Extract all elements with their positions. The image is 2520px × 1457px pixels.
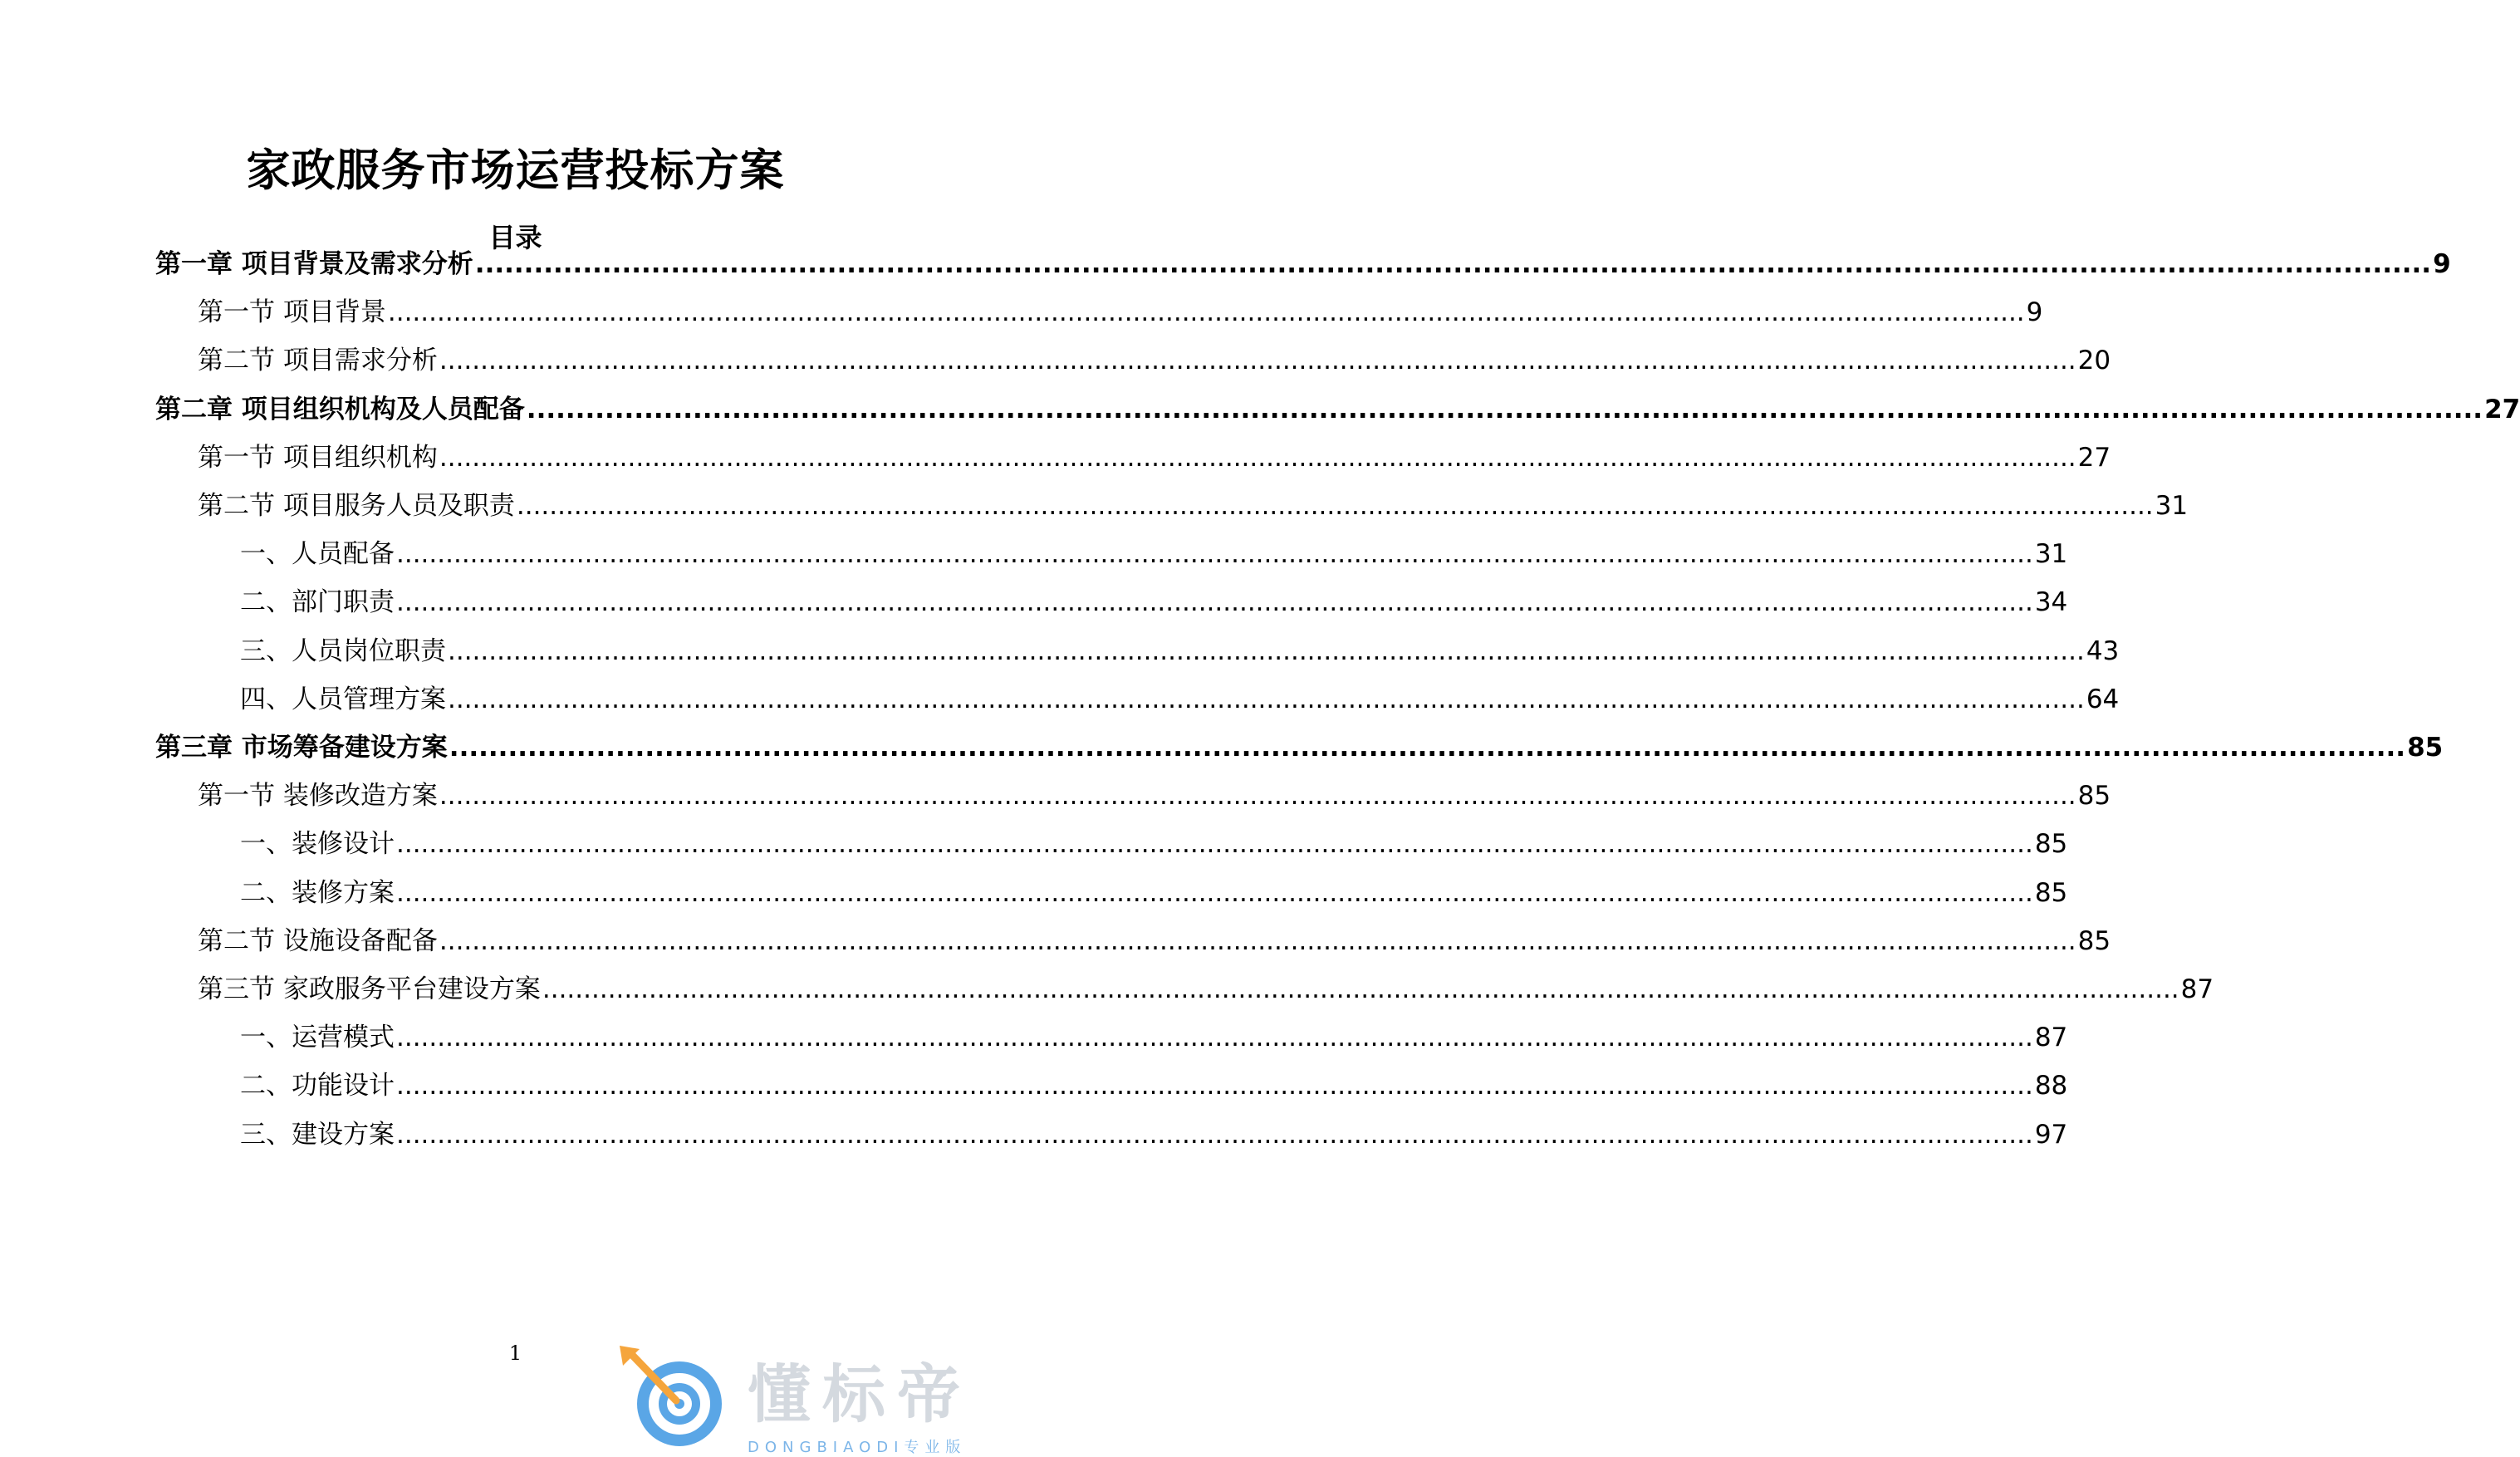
toc-leader-dots: ........................................................................................................................................................................................................ [396, 587, 2033, 617]
toc-leader-dots: ........................................................................................................................................................................................................ [448, 636, 2085, 666]
toc-entry-label: 第二节 设施设备配备 [198, 926, 438, 956]
toc-entry[interactable] [240, 584, 2068, 619]
toc-leader-dots: ........................................................................................................................................................................................................ [387, 297, 2025, 327]
toc-entry-label: 四、人员管理方案 [240, 684, 446, 714]
toc-leader-dots: ........................................................................................................................................................................................................ [396, 1023, 2033, 1052]
toc-leader-dots: ........................................................................................................................................................................................................ [526, 395, 2483, 424]
toc-entry[interactable] [198, 778, 2111, 812]
toc-entry-page: 85 [2034, 878, 2068, 908]
toc-entry-label: 三、建设方案 [240, 1120, 395, 1150]
toc-entry-page: 85 [2407, 733, 2444, 763]
toc-leader-dots: ........................................................................................................................................................................................................ [439, 926, 2076, 956]
toc-entry-page: 31 [2034, 539, 2068, 569]
toc-entry-label: 第二章 项目组织机构及人员配备 [155, 395, 525, 424]
toc-entry[interactable] [198, 294, 2043, 329]
toc-entry[interactable] [155, 729, 2444, 764]
toc-entry-page: 27 [2484, 395, 2520, 424]
watermark-subtitle: DONGBIAODI专业版 [748, 1439, 967, 1456]
document-title: 家政服务市场运营投标方案 [246, 145, 785, 196]
toc-entry[interactable] [198, 971, 2214, 1006]
toc-entry-label: 一、人员配备 [240, 539, 395, 569]
toc-entry-label: 二、部门职责 [240, 587, 395, 617]
toc-entry-page: 31 [2155, 491, 2189, 521]
toc-entry[interactable] [198, 439, 2111, 474]
toc-leader-dots: ........................................................................................................................................................................................................ [396, 1071, 2033, 1101]
toc-entry-label: 第二节 项目需求分析 [198, 346, 438, 375]
toc-entry[interactable] [155, 391, 2520, 426]
toc-leader-dots: ........................................................................................................................................................................................................ [449, 733, 2406, 763]
toc-entry[interactable] [240, 681, 2120, 716]
page-number: 1 [508, 1342, 522, 1365]
toc-entry-page: 88 [2034, 1071, 2068, 1101]
toc-entry-label: 第二节 项目服务人员及职责 [198, 491, 515, 521]
toc-entry[interactable] [240, 826, 2068, 861]
toc-entry-page: 87 [2034, 1023, 2068, 1052]
toc-heading: 目录 [488, 222, 542, 253]
toc-leader-dots: ........................................................................................................................................................................................................ [542, 974, 2179, 1004]
target-arrow-icon [615, 1344, 731, 1457]
toc-entry-page: 85 [2034, 829, 2068, 859]
toc-entry-page: 85 [2077, 926, 2111, 956]
toc-leader-dots: ........................................................................................................................................................................................................ [516, 491, 2154, 521]
toc-leader-dots: ........................................................................................................................................................................................................ [396, 539, 2033, 569]
watermark [615, 1344, 1005, 1457]
toc-entry[interactable] [240, 1019, 2068, 1054]
toc-entry-page: 34 [2034, 587, 2068, 617]
toc-entry-page: 97 [2034, 1120, 2068, 1150]
toc-entry[interactable] [198, 488, 2189, 522]
toc-entry-label: 第三节 家政服务平台建设方案 [198, 974, 541, 1004]
toc-entry-label: 第一节 项目背景 [198, 297, 386, 327]
toc-leader-dots: ........................................................................................................................................................................................................ [396, 1120, 2033, 1150]
toc-leader-dots: ........................................................................................................................................................................................................ [439, 346, 2076, 375]
toc-entry[interactable] [240, 633, 2120, 668]
toc-entry-page: 27 [2077, 443, 2111, 473]
toc-entry-page: 9 [2026, 297, 2043, 327]
toc-entry-page: 9 [2433, 249, 2451, 279]
toc-entry-label: 第一章 项目背景及需求分析 [155, 249, 473, 279]
toc-entry[interactable] [198, 342, 2111, 377]
toc-leader-dots: ........................................................................................................................................................................................................ [474, 249, 2432, 279]
toc-entry-page: 20 [2077, 346, 2111, 375]
toc-entry[interactable] [240, 536, 2068, 571]
toc-entry[interactable] [155, 246, 2451, 281]
toc-entry-page: 87 [2180, 974, 2214, 1004]
toc-entry-label: 二、功能设计 [240, 1071, 395, 1101]
toc-entry-page: 43 [2086, 636, 2120, 666]
toc-leader-dots: ........................................................................................................................................................................................................ [439, 443, 2076, 473]
toc-leader-dots: ........................................................................................................................................................................................................ [439, 781, 2076, 811]
watermark-brand: 懂标帝 [748, 1357, 972, 1431]
toc-entry-page: 85 [2077, 781, 2111, 811]
toc-entry[interactable] [240, 875, 2068, 910]
toc-entry-label: 一、装修设计 [240, 829, 395, 859]
toc-leader-dots: ........................................................................................................................................................................................................ [448, 684, 2085, 714]
toc-entry-label: 一、运营模式 [240, 1023, 395, 1052]
toc-entry-label: 第一节 装修改造方案 [198, 781, 438, 811]
toc-entry-label: 第三章 市场筹备建设方案 [155, 733, 448, 763]
toc-entry-page: 64 [2086, 684, 2120, 714]
toc-entry-label: 二、装修方案 [240, 878, 395, 908]
toc-leader-dots: ........................................................................................................................................................................................................ [396, 829, 2033, 859]
toc-entry-label: 第一节 项目组织机构 [198, 443, 438, 473]
toc-entry[interactable] [198, 923, 2111, 958]
toc-leader-dots: ........................................................................................................................................................................................................ [396, 878, 2033, 908]
toc-entry-label: 三、人员岗位职责 [240, 636, 446, 666]
toc-entry[interactable] [240, 1067, 2068, 1102]
toc-entry[interactable] [240, 1116, 2068, 1151]
